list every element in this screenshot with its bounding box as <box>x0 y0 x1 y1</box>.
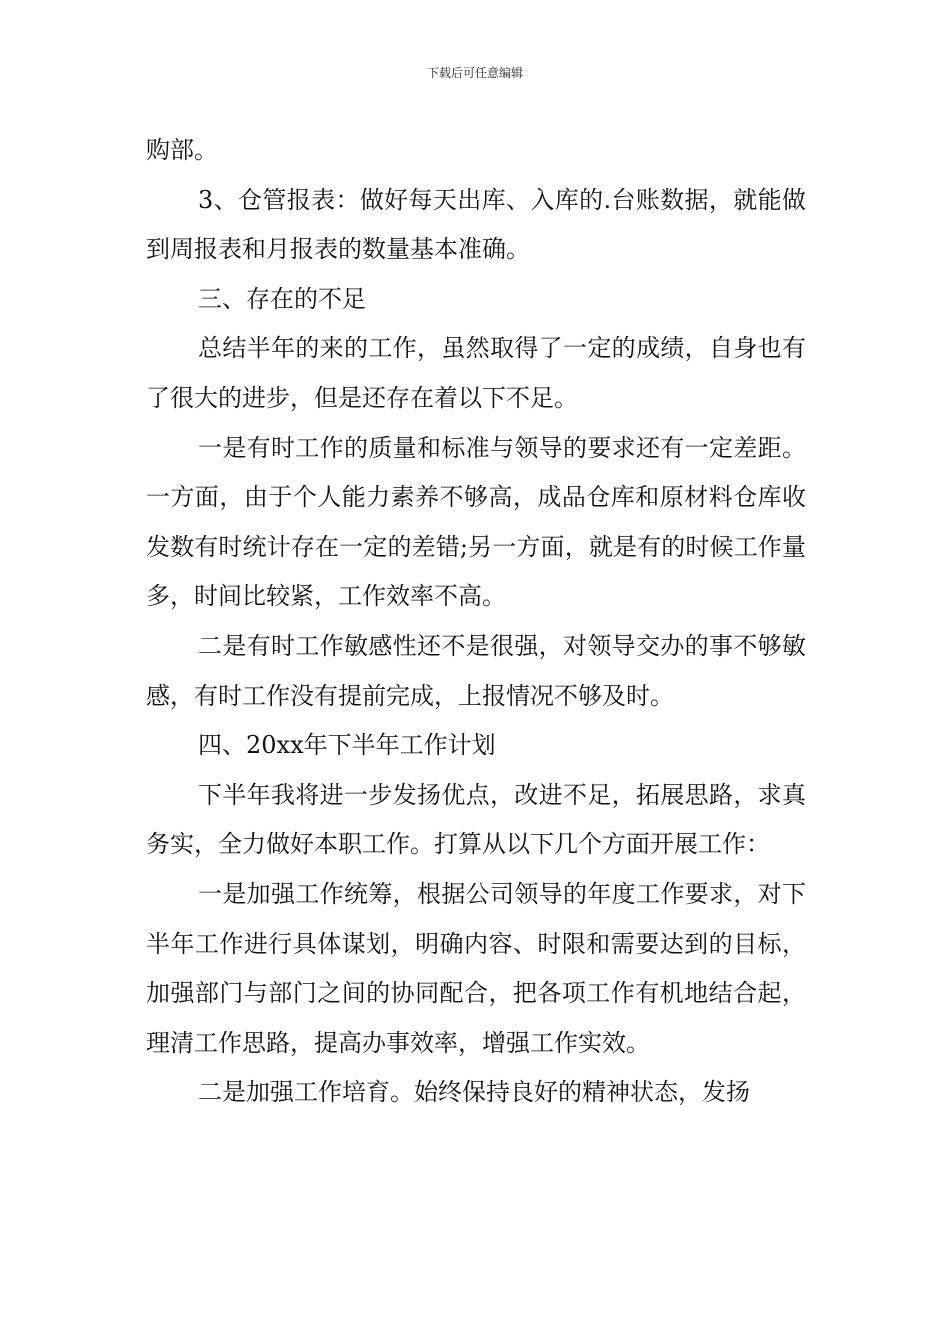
page-header: 下载后可任意编辑 <box>426 66 523 80</box>
paragraph-warehouse-report: 3、仓管报表：做好每天出库、入库的.台账数据，就能做到周报表和月报表的数量基本准确。 <box>146 185 806 264</box>
paragraph-continuation: 购部。 <box>146 136 218 164</box>
paragraph-plan-two: 二是加强工作培育。始终保持良好的精神状态，发扬 <box>198 1078 750 1107</box>
paragraph-plan-one: 一是加强工作统筹，根据公司领导的年度工作要求，对下半年工作进行具体谋划，明确内容、时限和需要达到的目标，加强部门与部门之间的协同配合，把各项工作有机地结合起，理清工作思路，提高办事效率，增强工作实效。 <box>146 879 806 1057</box>
paragraph-summary: 总结半年的来的工作，虽然取得了一定的成绩，自身也有了很大的进步，但是还存在着以下不足。 <box>146 334 806 412</box>
section-heading-shortcomings: 三、存在的不足 <box>198 284 366 313</box>
paragraph-shortcoming-two: 二是有时工作敏感性还不是很强，对领导交办的事不够敏感，有时工作没有提前完成，上报情况不够及时。 <box>146 631 806 710</box>
paragraph-plan-intro: 下半年我将进一步发扬优点，改进不足，拓展思路，求真务实，全力做好本职工作。打算从以下几个方面开展工作： <box>146 780 806 859</box>
section-heading-plan: 四、20xx年下半年工作计划 <box>198 731 496 760</box>
document-body <box>146 126 806 1118</box>
paragraph-shortcoming-one: 一是有时工作的质量和标准与领导的要求还有一定差距。一方面，由于个人能力素养不够高，成品仓库和原材料仓库收发数有时统计存在一定的差错;另一方面，就是有的时候工作量多，时间比较紧，工作效率不高。 <box>146 433 806 611</box>
